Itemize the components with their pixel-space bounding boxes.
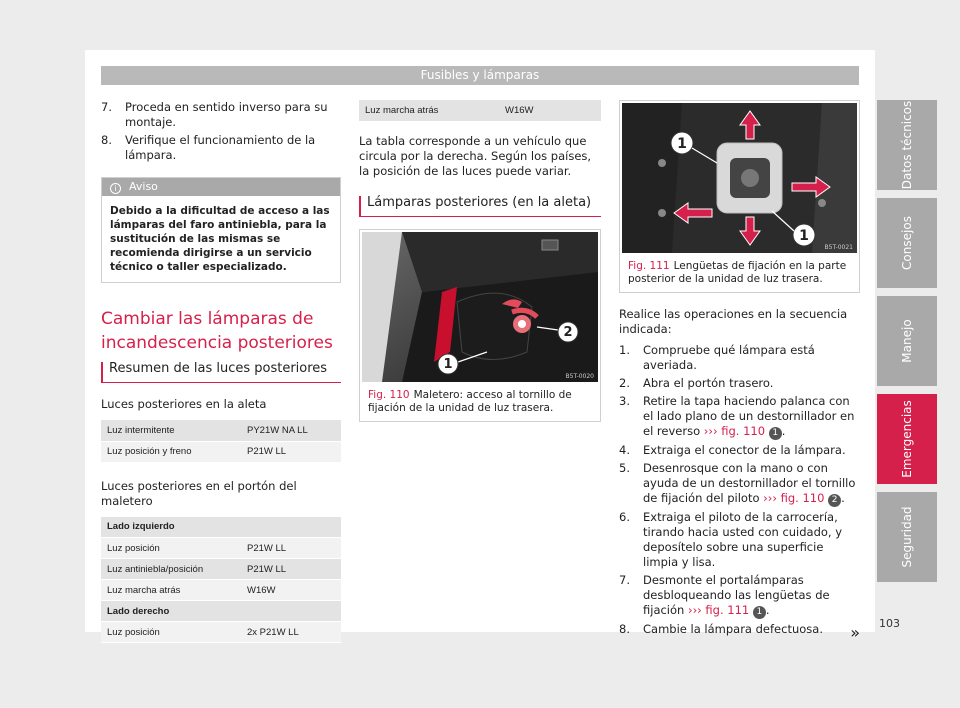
notice-header xyxy=(102,178,340,196)
list-item: 2. Abra el portón trasero. xyxy=(619,376,774,390)
page-number: 103 xyxy=(879,617,900,630)
tab-emergencias[interactable]: Emergencias xyxy=(877,394,937,484)
steps-list-continued xyxy=(101,100,341,163)
callout-1: 1 xyxy=(443,356,453,372)
callout-badge: 2 xyxy=(828,494,841,507)
figure-code: B5T-0020 xyxy=(565,372,594,380)
table-row: Luz marcha atrás W16W xyxy=(101,580,341,601)
lamp-table-continued xyxy=(359,100,601,122)
list-item: 1. Compruebe qué lámpara está averiada. xyxy=(619,343,815,372)
list-item: 5. Desenrosque con la mano o con ayuda de un destornillador el tornillo de fijación del piloto ››› fig. 110 2 . xyxy=(619,461,856,505)
trunk-illustration xyxy=(362,232,598,382)
lamp-table-fender xyxy=(101,420,341,463)
table-row: Luz intermitente PY21W NA LL xyxy=(101,420,341,441)
table-note: La tabla corresponde a un vehículo que circula por la derecha. Según los países, la posición de las luces puede variar. xyxy=(359,133,592,178)
figure-110 xyxy=(359,229,601,422)
info-icon: i xyxy=(110,183,121,194)
table-title-tailgate: Luces posteriores en el portón del maletero xyxy=(101,478,297,508)
list-item: 3. Retire la tapa haciendo palanca con el lado plano de un destornillador en el reverso ››› fig. 110 1 . xyxy=(619,394,855,438)
list-item: 6. Extraiga el piloto de la carrocería, tirando hacia usted con cuidado, y deposítelo sobre una superficie limpia y lisa. xyxy=(619,510,843,569)
callout-badge: 1 xyxy=(753,606,766,619)
tab-consejos[interactable]: Consejos xyxy=(877,198,937,288)
notice-title: Aviso xyxy=(129,180,158,193)
column-middle xyxy=(359,100,601,422)
tab-seguridad[interactable]: Seguridad xyxy=(877,492,937,582)
table-title-fender: Luces posteriores en la aleta xyxy=(101,397,267,411)
procedure-steps xyxy=(619,343,860,637)
table-row: Luz posición P21W LL xyxy=(101,538,341,559)
tab-manejo[interactable]: Manejo xyxy=(877,296,937,386)
tab-datos-tecnicos[interactable]: Datos técnicos xyxy=(877,100,937,190)
continue-marker: » xyxy=(850,623,860,642)
figure-link[interactable]: ››› fig. 110 xyxy=(763,491,825,505)
figure-111 xyxy=(619,100,860,293)
figure-caption: Fig. 110 Maletero: acceso al tornillo de fijación de la unidad de luz trasera. xyxy=(368,388,572,414)
table-row: Luz marcha atrás W16W xyxy=(359,100,601,121)
notice-box xyxy=(101,177,341,283)
table-row: Lado izquierdo xyxy=(101,517,341,538)
subsection-title: Resumen de las luces posteriores xyxy=(101,361,341,383)
figure-link[interactable]: ››› fig. 111 xyxy=(687,603,750,617)
callout-1-top: 1 xyxy=(677,136,687,152)
list-item: 7. Desmonte el portalámparas desbloqueando las lengüetas de fijación ››› fig. 111 1 . xyxy=(619,573,830,617)
list-item: 4. Extraiga el conector de la lámpara. xyxy=(619,443,846,457)
notice-body: Debido a la dificultad de acceso a las lámparas del faro antiniebla, para la sustitución de las mismas se recomienda dirigirse a un servicio técnico o taller especializado. xyxy=(110,205,330,273)
list-item: 8. Cambie la lámpara defectuosa. xyxy=(619,622,823,636)
column-left xyxy=(101,100,341,643)
figure-link[interactable]: ››› fig. 110 xyxy=(703,424,766,438)
subsection-title-fender-lamps: Lámparas posteriores (en la aleta) xyxy=(359,195,601,217)
callout-2: 2 xyxy=(563,324,573,340)
taillight-photo xyxy=(622,103,857,253)
table-row: Lado derecho xyxy=(101,601,341,622)
page-header-title: Fusibles y lámparas xyxy=(101,66,859,85)
table-row: Luz posición y freno P21W LL xyxy=(101,441,341,462)
trunk-photo xyxy=(362,232,598,382)
table-row: Luz antiniebla/posición P21W LL xyxy=(101,559,341,580)
procedure-intro: Realice las operaciones en la secuencia indicada: xyxy=(619,307,848,336)
taillight-illustration xyxy=(622,103,857,253)
lamp-table-tailgate xyxy=(101,517,341,644)
table-row: Luz posición 2x P21W LL xyxy=(101,622,341,643)
callout-badge: 1 xyxy=(769,427,782,440)
column-right xyxy=(619,100,860,640)
callout-1-bottom: 1 xyxy=(799,228,809,244)
list-item: 7. Proceda en sentido inverso para su montaje. xyxy=(101,100,328,129)
figure-code: B5T-0021 xyxy=(824,244,853,251)
list-item: 8. Verifique el funcionamiento de la lámpara. xyxy=(101,133,316,162)
figure-caption: Fig. 111 Lengüetas de fijación en la parte posterior de la unidad de luz trasera. xyxy=(628,260,847,285)
section-title: Cambiar las lámparas de incandescencia posteriores xyxy=(101,309,333,353)
